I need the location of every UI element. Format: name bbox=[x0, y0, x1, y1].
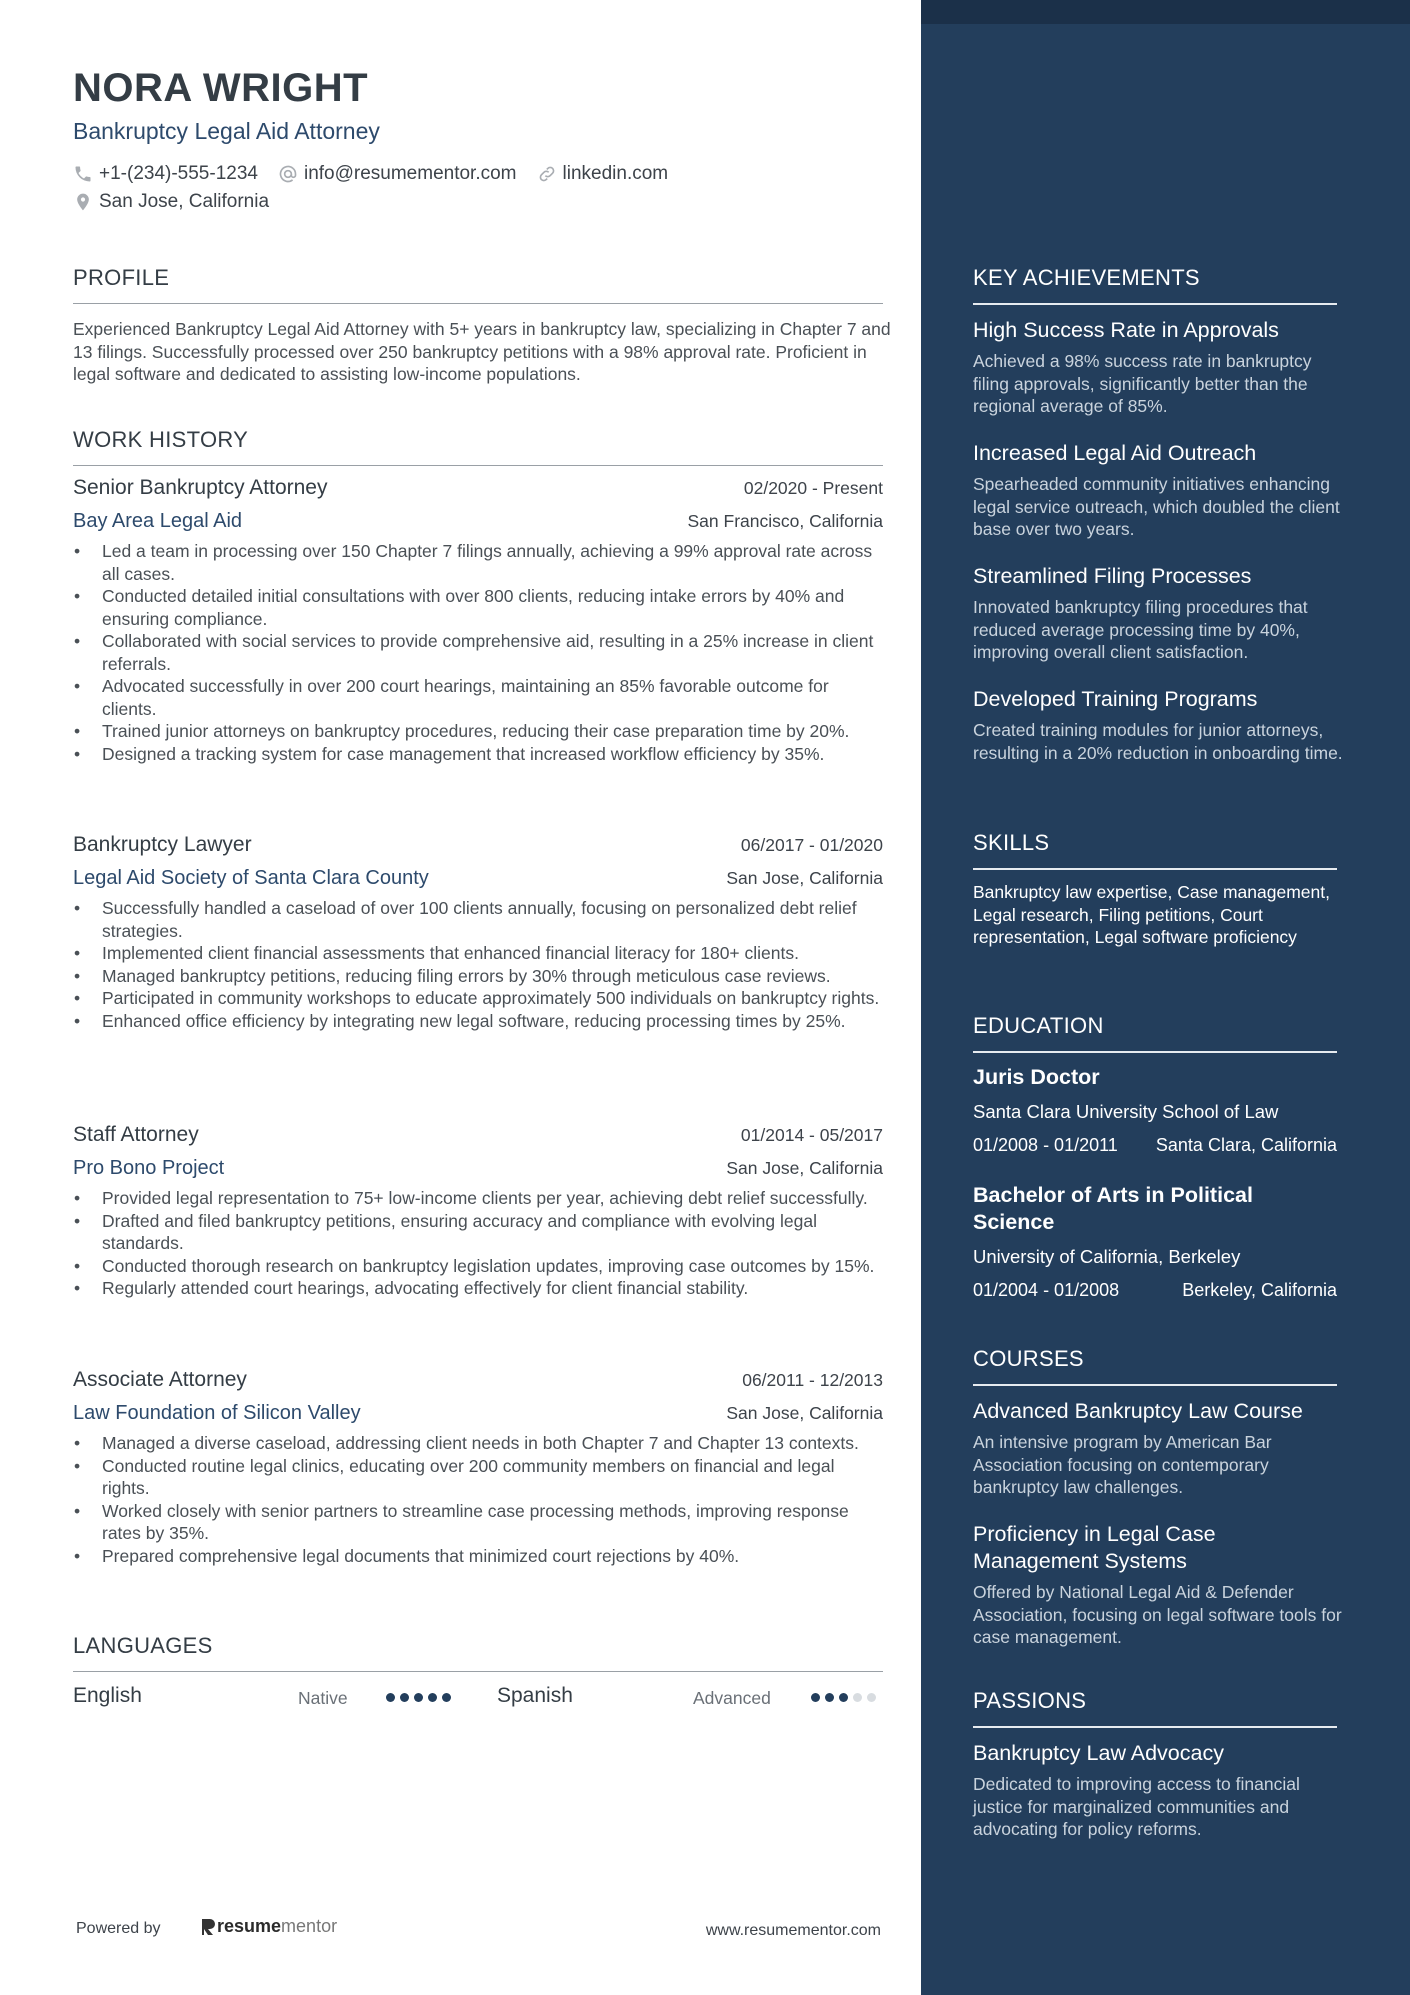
profile-summary: Experienced Bankruptcy Legal Aid Attorney with 5+ years in bankruptcy law, specializing in Chapter 7 and 13 filings. Successfully processed over 250 bankruptcy petitions with a 98% approval rate. Proficient in legal software and dedicated to assisting low-income populations. bbox=[73, 319, 891, 384]
education-degree: Bachelor of Arts in Political Science bbox=[973, 1183, 1253, 1234]
education-school: Santa Clara University School of Law bbox=[973, 1101, 1279, 1122]
linkedin-url: linkedin.com bbox=[562, 163, 669, 184]
job-bullets bbox=[73, 540, 883, 765]
achievement-item bbox=[973, 317, 1343, 418]
achievement-item bbox=[973, 440, 1343, 541]
job-location: San Jose, California bbox=[726, 1158, 883, 1178]
course-item bbox=[973, 1521, 1343, 1649]
profile-heading bbox=[73, 265, 883, 291]
language-rating bbox=[811, 1693, 881, 1702]
divider bbox=[973, 1051, 1337, 1053]
achievements-heading-text: KEY ACHIEVEMENTS bbox=[973, 265, 1200, 290]
language-name: English bbox=[73, 1684, 142, 1707]
work-history-heading-text: WORK HISTORY bbox=[73, 427, 249, 452]
job-dates: 06/2011 - 12/2013 bbox=[742, 1370, 883, 1390]
job-bullets bbox=[73, 1432, 883, 1567]
course-desc: An intensive program by American Bar Association focusing on contemporary bankruptcy law challenges. bbox=[973, 1432, 1272, 1497]
education-dates: 01/2004 - 01/2008 bbox=[973, 1280, 1120, 1300]
job-bullet: • Implemented client financial assessments that enhanced financial literacy for 180+ clients. bbox=[73, 942, 883, 965]
achievement-title: Developed Training Programs bbox=[973, 687, 1258, 711]
rating-dot bbox=[386, 1693, 395, 1702]
candidate-name: NORA WRIGHT bbox=[73, 66, 369, 110]
job-bullet: • Led a team in processing over 150 Chapter 7 filings annually, achieving a 99% approval rate across all cases. bbox=[73, 540, 883, 585]
passion-title: Bankruptcy Law Advocacy bbox=[973, 1741, 1224, 1765]
logo-mark-icon bbox=[199, 1917, 217, 1937]
job-bullet: • Managed a diverse caseload, addressing client needs in both Chapter 7 and Chapter 13 contexts. bbox=[73, 1432, 883, 1455]
job-bullet: • Successfully handled a caseload of over 100 clients annually, focusing on personalized debt relief strategies. bbox=[73, 897, 883, 942]
job-bullet: • Conducted thorough research on bankruptcy legislation updates, improving case outcomes by 15%. bbox=[73, 1255, 883, 1278]
job-bullet: • Designed a tracking system for case management that increased workflow efficiency by 35%. bbox=[73, 743, 883, 766]
language-item bbox=[497, 1684, 573, 1708]
languages-list bbox=[73, 1684, 883, 1714]
job-location: San Jose, California bbox=[726, 868, 883, 888]
phone-number: +1-(234)-555-1234 bbox=[99, 163, 258, 184]
rating-dot bbox=[442, 1693, 451, 1702]
contact-info bbox=[73, 160, 893, 216]
rating-dot bbox=[867, 1693, 876, 1702]
job-bullet: • Participated in community workshops to educate approximately 500 individuals on bankruptcy rights. bbox=[73, 987, 883, 1010]
job-bullet: • Prepared comprehensive legal documents that minimized court rejections by 40%. bbox=[73, 1545, 883, 1568]
language-level bbox=[298, 1688, 348, 1709]
job-company: Law Foundation of Silicon Valley bbox=[73, 1402, 361, 1424]
skills-heading-text: SKILLS bbox=[973, 830, 1050, 855]
rating-dot bbox=[853, 1693, 862, 1702]
job-company: Pro Bono Project bbox=[73, 1157, 225, 1179]
logo-text-light: mentor bbox=[281, 1916, 338, 1936]
job-role: Staff Attorney bbox=[73, 1123, 199, 1146]
passion-desc: Dedicated to improving access to financial justice for marginalized communities and advocating for policy reforms. bbox=[973, 1774, 1300, 1839]
education-item bbox=[973, 1064, 1337, 1156]
achievement-item bbox=[973, 686, 1343, 764]
education-heading-text: EDUCATION bbox=[973, 1013, 1104, 1038]
link-icon bbox=[537, 164, 557, 184]
email-address: info@resumementor.com bbox=[303, 163, 517, 184]
education-heading bbox=[973, 1013, 1337, 1039]
job-company: Bay Area Legal Aid bbox=[73, 510, 243, 532]
job-bullet: • Managed bankruptcy petitions, reducing filing errors by 30% through meticulous case reviews. bbox=[73, 965, 883, 988]
job-bullet: • Provided legal representation to 75+ low-income clients per year, achieving debt relief successfully. bbox=[73, 1187, 883, 1210]
divider bbox=[73, 465, 883, 466]
job-bullet: • Advocated successfully in over 200 court hearings, maintaining an 85% favorable outcome for clients. bbox=[73, 675, 883, 720]
course-desc: Offered by National Legal Aid & Defender Association, focusing on legal software tools for case management. bbox=[973, 1582, 1342, 1647]
job-bullet: • Collaborated with social services to provide comprehensive aid, resulting in a 25% increase in client referrals. bbox=[73, 630, 883, 675]
job-dates: 06/2017 - 01/2020 bbox=[740, 835, 883, 855]
divider bbox=[973, 1384, 1337, 1386]
passions-heading-text: PASSIONS bbox=[973, 1688, 1087, 1713]
job-location: San Jose, California bbox=[726, 1403, 883, 1423]
language-name: Spanish bbox=[497, 1684, 573, 1707]
job-role: Associate Attorney bbox=[73, 1368, 247, 1391]
job-entry bbox=[73, 476, 883, 765]
job-entry bbox=[73, 1123, 883, 1300]
footer bbox=[76, 1916, 881, 1946]
education-school: University of California, Berkeley bbox=[973, 1246, 1241, 1267]
rating-dot bbox=[825, 1693, 834, 1702]
language-level-text: Advanced bbox=[693, 1688, 771, 1708]
job-role: Bankruptcy Lawyer bbox=[73, 833, 252, 856]
job-bullet: • Conducted detailed initial consultations with over 800 clients, reducing intake errors by 40% and ensuring compliance. bbox=[73, 585, 883, 630]
achievement-title: Streamlined Filing Processes bbox=[973, 564, 1252, 588]
powered-by-label: Powered by bbox=[76, 1920, 161, 1937]
job-bullets bbox=[73, 897, 883, 1032]
passions-heading bbox=[973, 1688, 1337, 1714]
skills-list: Bankruptcy law expertise, Case management, Legal research, Filing petitions, Court representation, Legal software proficiency bbox=[973, 882, 1330, 947]
education-item bbox=[973, 1182, 1337, 1301]
divider bbox=[973, 868, 1337, 870]
language-level bbox=[693, 1688, 771, 1709]
job-company: Legal Aid Society of Santa Clara County bbox=[73, 867, 429, 889]
rating-dot bbox=[839, 1693, 848, 1702]
rating-dot bbox=[414, 1693, 423, 1702]
job-bullet: • Drafted and filed bankruptcy petitions, ensuring accuracy and compliance with evolving legal standards. bbox=[73, 1210, 883, 1255]
course-item bbox=[973, 1398, 1343, 1499]
achievements-heading bbox=[973, 265, 1337, 291]
rating-dot bbox=[428, 1693, 437, 1702]
location-pin-icon bbox=[73, 192, 93, 212]
education-degree: Juris Doctor bbox=[973, 1065, 1100, 1089]
course-title: Advanced Bankruptcy Law Course bbox=[973, 1399, 1303, 1423]
job-title: Bankruptcy Legal Aid Attorney bbox=[73, 118, 380, 144]
profile-heading-text: PROFILE bbox=[73, 265, 170, 290]
logo-text-bold: resume bbox=[217, 1916, 282, 1936]
at-icon bbox=[278, 164, 298, 184]
divider bbox=[73, 1671, 883, 1672]
courses-heading bbox=[973, 1346, 1337, 1372]
achievement-desc: Spearheaded community initiatives enhancing legal service outreach, which doubled the client base over two years. bbox=[973, 474, 1340, 539]
languages-heading bbox=[73, 1633, 883, 1659]
job-dates: 01/2014 - 05/2017 bbox=[740, 1125, 883, 1145]
phone-icon bbox=[73, 164, 93, 184]
education-location: Berkeley, California bbox=[1182, 1280, 1337, 1300]
achievement-title: Increased Legal Aid Outreach bbox=[973, 441, 1257, 465]
achievement-item bbox=[973, 563, 1343, 664]
passion-item bbox=[973, 1740, 1343, 1841]
job-bullet: • Regularly attended court hearings, advocating effectively for client financial stability. bbox=[73, 1277, 883, 1300]
language-level-text: Native bbox=[298, 1688, 348, 1708]
email-contact[interactable] bbox=[278, 163, 517, 185]
achievement-title: High Success Rate in Approvals bbox=[973, 318, 1279, 342]
language-rating bbox=[386, 1693, 456, 1702]
skills-heading bbox=[973, 830, 1337, 856]
linkedin-contact[interactable] bbox=[537, 163, 669, 185]
phone-contact[interactable] bbox=[73, 163, 258, 185]
job-location: San Francisco, California bbox=[687, 511, 883, 531]
course-title: Proficiency in Legal Case Management Systems bbox=[973, 1522, 1216, 1573]
sidebar bbox=[921, 0, 1410, 1995]
rating-dot bbox=[400, 1693, 409, 1702]
education-dates: 01/2008 - 01/2011 bbox=[973, 1135, 1118, 1155]
divider bbox=[973, 303, 1337, 305]
location-text: San Jose, California bbox=[99, 191, 270, 212]
job-entry bbox=[73, 833, 883, 1032]
job-role: Senior Bankruptcy Attorney bbox=[73, 476, 328, 499]
courses-heading-text: COURSES bbox=[973, 1346, 1084, 1371]
job-bullet: • Conducted routine legal clinics, educating over 200 community members on financial and legal rights. bbox=[73, 1455, 883, 1500]
achievement-desc: Achieved a 98% success rate in bankruptcy filing approvals, significantly better than the regional average of 85%. bbox=[973, 351, 1312, 416]
language-item bbox=[73, 1684, 142, 1708]
achievement-desc: Created training modules for junior attorneys, resulting in a 20% reduction in onboarding time. bbox=[973, 720, 1343, 763]
job-bullets bbox=[73, 1187, 883, 1300]
resumementor-logo[interactable] bbox=[199, 1916, 337, 1937]
job-bullet: • Trained junior attorneys on bankruptcy procedures, reducing their case preparation time by 20%. bbox=[73, 720, 883, 743]
location-contact bbox=[73, 191, 269, 213]
education-location: Santa Clara, California bbox=[1155, 1135, 1337, 1155]
rating-dot bbox=[811, 1693, 820, 1702]
work-history-heading bbox=[73, 427, 883, 453]
website-link[interactable]: www.resumementor.com bbox=[705, 1922, 881, 1939]
divider bbox=[73, 303, 883, 304]
job-bullet: • Worked closely with senior partners to streamline case processing methods, improving response rates by 35%. bbox=[73, 1500, 883, 1545]
achievement-desc: Innovated bankruptcy filing procedures that reduced average processing time by 40%, improving overall client satisfaction. bbox=[973, 597, 1308, 662]
job-entry bbox=[73, 1368, 883, 1567]
sidebar-top-band bbox=[921, 0, 1410, 24]
divider bbox=[973, 1726, 1337, 1728]
job-dates: 02/2020 - Present bbox=[743, 478, 883, 498]
job-bullet: • Enhanced office efficiency by integrating new legal software, reducing processing times by 25%. bbox=[73, 1010, 883, 1033]
languages-heading-text: LANGUAGES bbox=[73, 1633, 213, 1658]
